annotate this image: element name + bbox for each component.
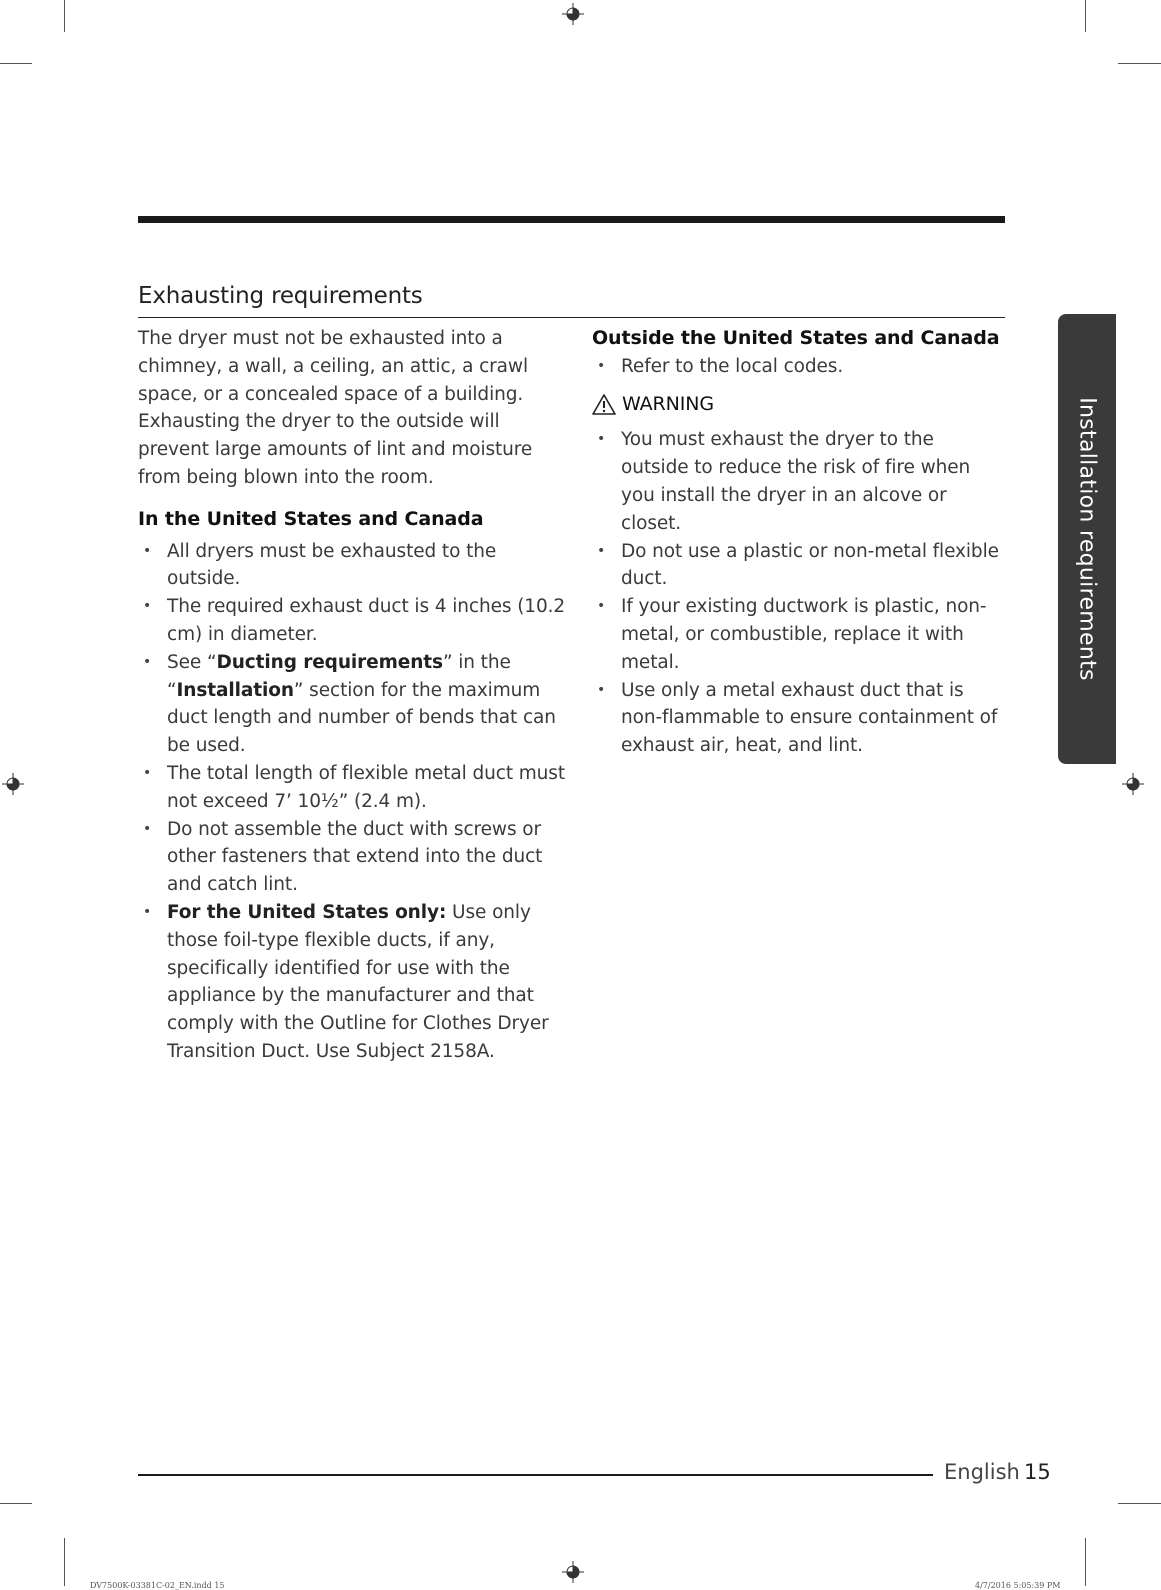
warning-list	[592, 426, 1002, 760]
warning-label: WARNING	[622, 392, 714, 415]
chapter-tab	[1058, 314, 1116, 764]
outside-list	[592, 353, 1002, 381]
list-item	[138, 899, 568, 1066]
warning-heading	[592, 391, 1002, 419]
list-item: • If your existing ductwork is plastic, non-metal, or combustible, replace it with metal.	[592, 593, 1002, 676]
left-column	[138, 325, 568, 1066]
registration-mark-icon	[562, 1561, 584, 1583]
section-title: Exhausting requirements	[138, 283, 423, 309]
crop-mark	[1085, 0, 1086, 32]
footer-language: English	[944, 1460, 1020, 1484]
footer-rule	[138, 1474, 933, 1476]
text-fragment: ” in the “	[167, 651, 511, 701]
list-item: • The total length of flexible metal duct must not exceed 7’ 10½” (2.4 m).	[138, 760, 568, 816]
list-item: • All dryers must be exhausted to the outside.	[138, 538, 568, 594]
list-item: • You must exhaust the dryer to the outside to reduce the risk of fire when you install the dryer in an alcove or closet.	[592, 426, 1002, 537]
slug-timestamp: 4/7/2016 5:05:39 PM	[975, 1581, 1061, 1590]
title-rule	[138, 317, 1005, 318]
warning-triangle-icon	[592, 394, 616, 415]
us-canada-heading: In the United States and Canada	[138, 507, 484, 530]
crop-mark	[64, 1538, 65, 1586]
crop-mark	[1118, 1503, 1161, 1504]
ducting-requirements-reference: Ducting requirements	[216, 651, 443, 673]
list-item: • The required exhaust duct is 4 inches (10.2 cm) in diameter.	[138, 593, 568, 649]
crop-mark	[1085, 1538, 1086, 1586]
intro-paragraph: The dryer must not be exhausted into a chimney, a wall, a ceiling, an attic, a crawl space, or a concealed space of a building. Exhausting the dryer to the outside will prevent large amounts of lint and moisture from being blown into the room.	[138, 328, 533, 488]
header-rule	[138, 216, 1005, 223]
registration-mark-icon	[1122, 773, 1144, 795]
text-fragment: ” section for the maximum duct length and number of bends that can be used.	[167, 679, 556, 757]
us-canada-list	[138, 538, 568, 1066]
crop-mark	[0, 1503, 32, 1504]
crop-mark	[1118, 63, 1161, 64]
registration-mark-icon	[2, 773, 24, 795]
list-item	[138, 649, 568, 760]
installation-reference: Installation	[176, 679, 294, 701]
list-item: • Refer to the local codes.	[592, 353, 1002, 381]
list-item: • Do not use a plastic or non-metal flexible duct.	[592, 538, 1002, 594]
crop-mark	[0, 63, 32, 64]
text-fragment: See “	[167, 651, 217, 673]
page-number: 15	[1024, 1460, 1051, 1484]
list-item: • Do not assemble the duct with screws or other fasteners that extend into the duct and catch lint.	[138, 816, 568, 899]
outside-heading: Outside the United States and Canada	[592, 327, 1000, 349]
right-column	[592, 325, 1002, 760]
crop-mark	[64, 0, 65, 32]
registration-mark-icon	[562, 3, 584, 25]
slug-filename: DV7500K-03381C-02_EN.indd 15	[90, 1581, 225, 1590]
list-item: • Use only a metal exhaust duct that is non-flammable to ensure containment of exhaust air, heat, and lint.	[592, 677, 1002, 760]
text-fragment: Use only those foil-type flexible ducts, if any, specifically identified for use with the appliance by the manufacturer and that comply with the Outline for Clothes Dryer Transition Duct. Use Subject 2158A.	[167, 901, 549, 1062]
chapter-tab-label: Installation requirements	[1074, 397, 1100, 681]
us-only-label: For the United States only:	[167, 901, 447, 923]
